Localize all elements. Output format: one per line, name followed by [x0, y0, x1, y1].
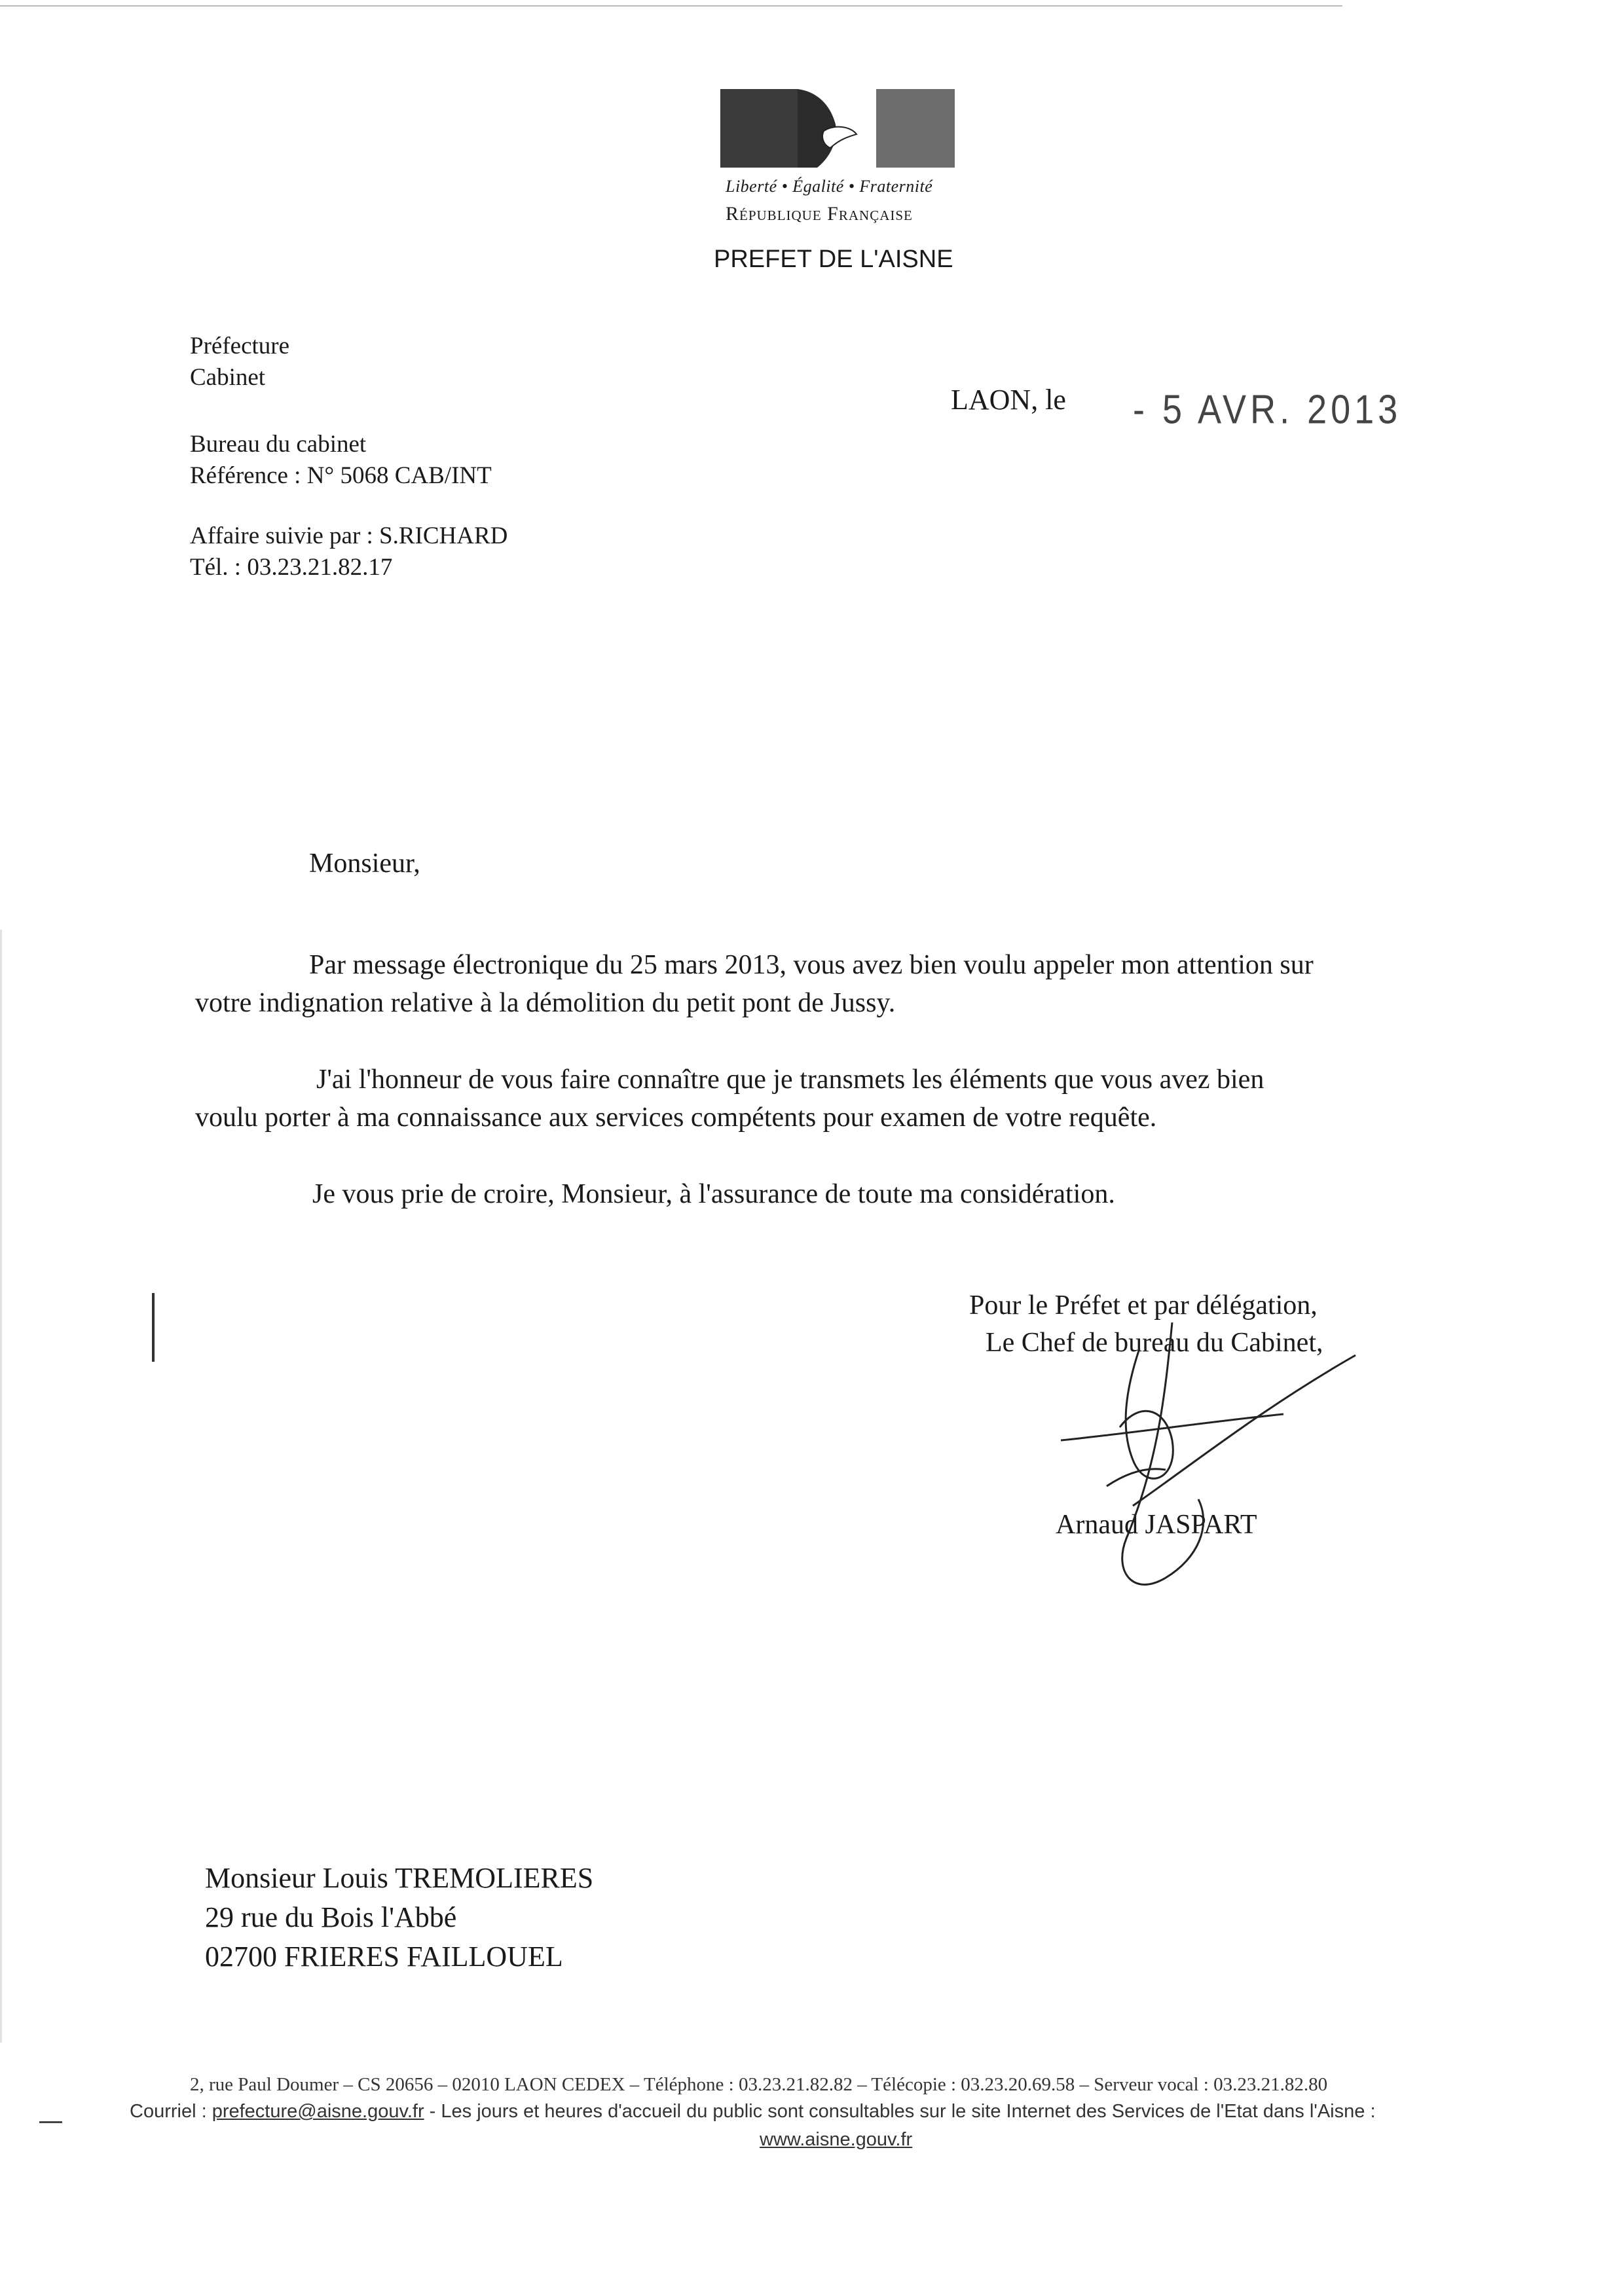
courriel-rest: - Les jours et heures d'accueil du public sont consultables sur le site Internet des Services de l'Etat dans l'Aisne : — [424, 2101, 1376, 2122]
sender-affaire — [190, 520, 507, 583]
scan-top-line — [0, 5, 1342, 7]
date-place: LAON, le — [951, 384, 1066, 416]
recipient-name: Monsieur Louis TREMOLIERES — [205, 1862, 594, 1894]
handwritten-signature — [1048, 1309, 1388, 1617]
sender-bureau — [190, 429, 492, 492]
scan-pen-mark — [152, 1293, 155, 1362]
sender-reference: Référence : N° 5068 CAB/INT — [190, 462, 492, 489]
website-link[interactable]: www.aisne.gouv.fr — [760, 2129, 913, 2150]
sender-phone: Tél. : 03.23.21.82.17 — [190, 554, 393, 581]
paragraph-2-line-1: J'ai l'honneur de vous faire connaître que je transmets les éléments que vous avez bien — [316, 1065, 1264, 1095]
scan-left-mark — [0, 930, 2, 2043]
scan-corner-mark — [39, 2121, 62, 2123]
paragraph-2-line-2: voulu porter à ma connaissance aux services compétents pour examen de votre requête. — [195, 1102, 1157, 1133]
salutation: Monsieur, — [309, 848, 420, 879]
sender-line: Cabinet — [190, 364, 266, 391]
sender-service — [190, 331, 289, 393]
signature-title: Le Chef de bureau du Cabinet, — [986, 1328, 1323, 1358]
sender-contact: Affaire suivie par : S.RICHARD — [190, 522, 508, 549]
footer-address: 2, rue Paul Doumer – CS 20656 – 02010 LAON CEDEX – Téléphone : 03.23.21.82.82 – Télécopie : 03.23.20.69.58 – Serveur vocal : 03.23.21.82.80 — [190, 2074, 1328, 2095]
marianne-logo — [719, 85, 968, 177]
sender-line: Bureau du cabinet — [190, 431, 367, 458]
paragraph-1-line-1: Par message électronique du 25 mars 2013, vous avez bien voulu appeler mon attention sur — [309, 950, 1314, 980]
date-stamp: - 5 AVR. 2013 — [1133, 387, 1402, 433]
prefet-title: PREFET DE L'AISNE — [714, 246, 953, 273]
republique-francaise: République Française — [726, 203, 913, 225]
recipient-city: 02700 FRIERES FAILLOUEL — [205, 1941, 563, 1973]
sender-line: Préfecture — [190, 333, 290, 359]
closing-paragraph: Je vous prie de croire, Monsieur, à l'assurance de toute ma considération. — [312, 1179, 1115, 1209]
courriel-label: Courriel : — [130, 2101, 212, 2122]
footer-courriel — [130, 2101, 1376, 2123]
signature-delegation: Pour le Préfet et par délégation, — [969, 1290, 1318, 1321]
paragraph-1-line-2: votre indignation relative à la démolition du petit pont de Jussy. — [195, 988, 896, 1018]
signatory-name: Arnaud JASPART — [1056, 1510, 1257, 1540]
email-link[interactable]: prefecture@aisne.gouv.fr — [212, 2101, 424, 2122]
motto: Liberté • Égalité • Fraternité — [726, 177, 933, 196]
recipient-street: 29 rue du Bois l'Abbé — [205, 1901, 457, 1933]
